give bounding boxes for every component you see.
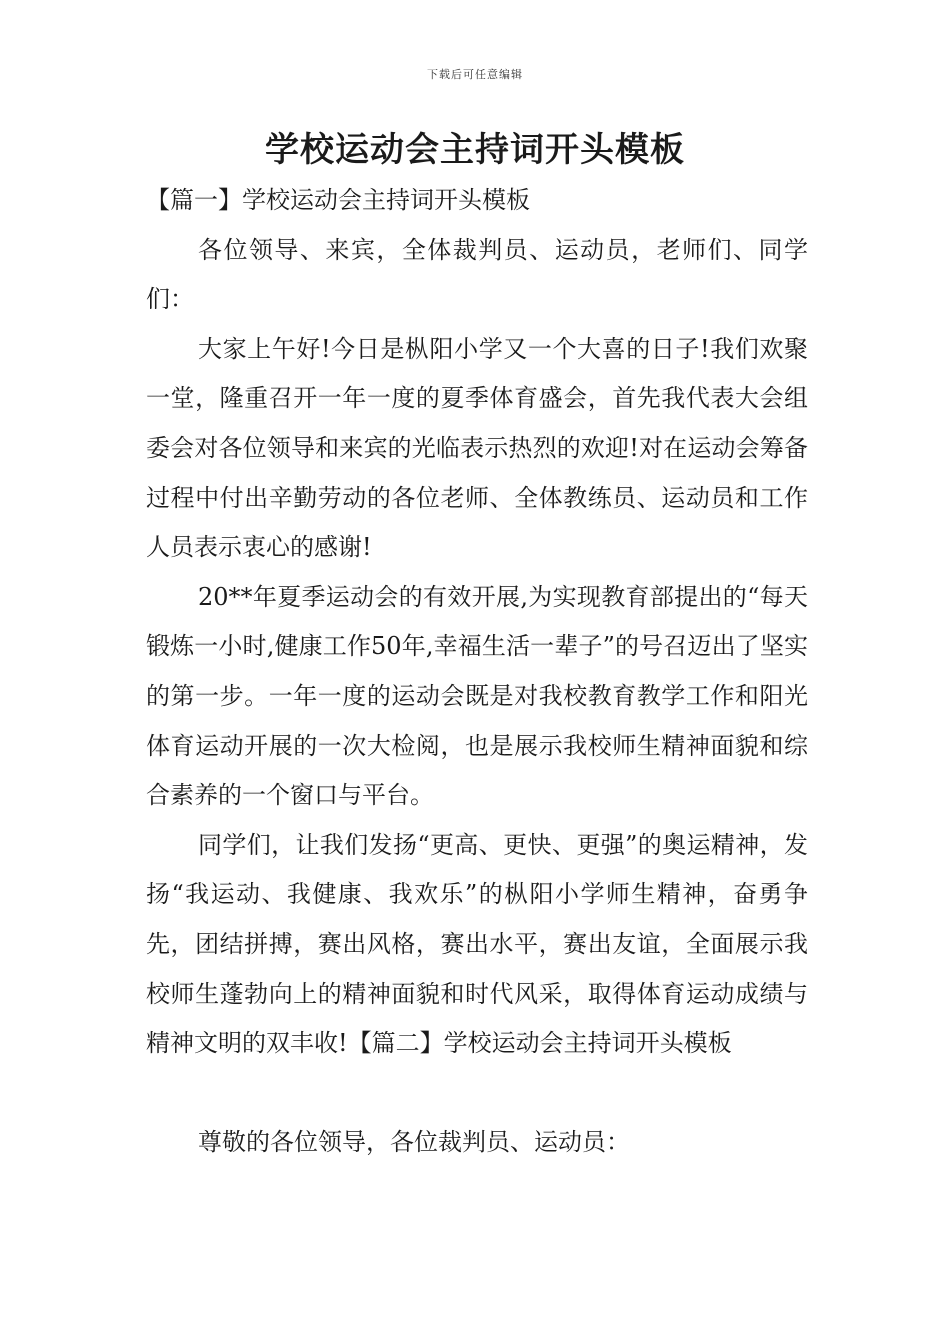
paragraph-significance: 20**年夏季运动会的有效开展,为实现教育部提出的“每天锻炼一小时,健康工作50年,幸福生活一辈子”的号召迈出了坚实的第一步。一年一度的运动会既是对我校教育教学工作和阳光体育运动开展的一次大检阅，也是展示我校师生精神面貌和综合素养的一个窗口与平台。 [146,582,808,810]
section-heading: 【篇一】学校运动会主持词开头模板 [146,186,530,214]
paragraph-greeting-2: 尊敬的各位领导，各位裁判员、运动员： [198,1128,630,1157]
paragraph-greeting: 各位领导、来宾，全体裁判员、运动员，老师们、同学们： [146,235,808,314]
document-body [146,176,808,1168]
document-title: 学校运动会主持词开头模板 [265,130,685,170]
paragraph-call-to-action: 同学们，让我们发扬“更高、更快、更强”的奥运精神，发扬“我运动、我健康、我欢乐”的枞阳小学师生精神，奋勇争先，团结拼搏，赛出风格，赛出水平，赛出友谊，全面展示我校师生蓬勃向上的精神面貌和时代风采，取得体育运动成绩与精神文明的双丰收!【篇二】学校运动会主持词开头模板 [146,830,808,1058]
page-header-note: 下载后可任意编辑 [427,68,523,81]
paragraph-spacer [146,1069,808,1119]
paragraph-welcome: 大家上午好!今日是枞阳小学又一个大喜的日子!我们欢聚一堂，隆重召开一年一度的夏季体育盛会，首先我代表大会组委会对各位领导和来宾的光临表示热烈的欢迎!对在运动会筹备过程中付出辛勤劳动的各位老师、全体教练员、运动员和工作人员表示衷心的感谢! [146,334,808,562]
